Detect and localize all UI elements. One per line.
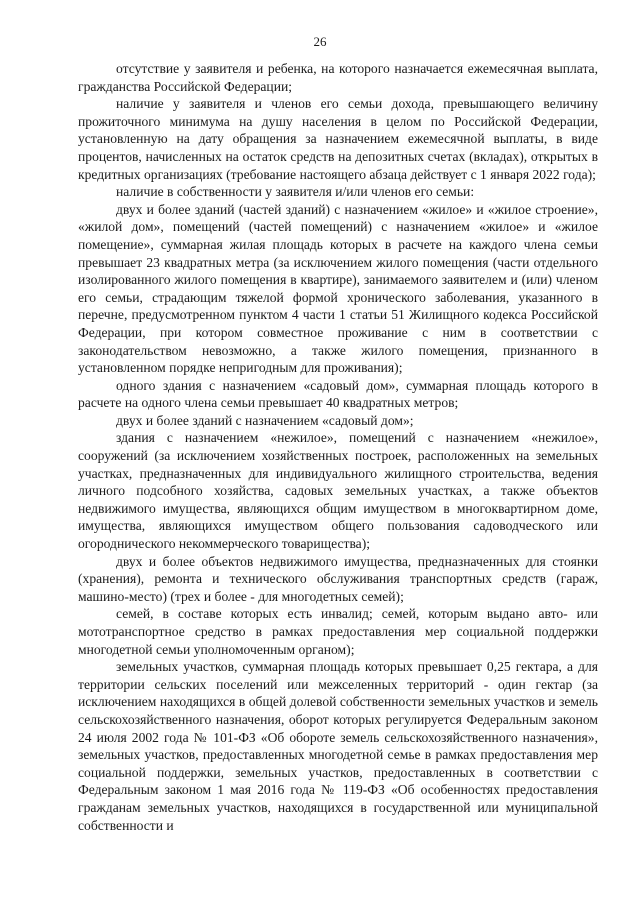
- paragraph: земельных участков, суммарная площадь которых превышает 0,25 гектара, а для территории сельских поселений или межселенных территорий - один гектар (за исключением находящихся в общей долевой собственности земельных участков и земель сельскохозяйственного назначения, оборот которых регулируется Федеральным законом 24 июля 2002 года № 101-ФЗ «Об обороте земель сельскохозяйственного назначения», земельных участков, предоставленных многодетной семье в рамках предоставления мер социальной поддержки, земельных участков, предоставленных в соответствии с Федеральным законом 1 мая 2016 года № 119-ФЗ «Об особенностях предоставления гражданам земельных участков, находящихся в государственной или муниципальной собственности и: [78, 659, 598, 833]
- paragraph: двух и более объектов недвижимого имущества, предназначенных для стоянки (хранения), ремонта и технического обслуживания транспортных средств (гараж, машино-место) (трех и более - для многодетных семей);: [78, 553, 598, 604]
- paragraph: наличие у заявителя и членов его семьи дохода, превышающего величину прожиточного минимума на душу населения в целом по Российской Федерации, установленную на дату обращения за назначением ежемесячной выплаты, в виде процентов, начисленных на остаток средств на депозитных счетах (вкладах), открытых в кредитных организациях (требование настоящего абзаца действует с 1 января 2022 года);: [78, 96, 598, 182]
- paragraph: одного здания с назначением «садовый дом», суммарная площадь которого в расчете на одного члена семьи превышает 40 квадратных метров;: [78, 377, 598, 411]
- page-number: 26: [313, 34, 327, 49]
- paragraph: двух и более зданий (частей зданий) с назначением «жилое» и «жилое строение», «жилой дом», помещений (частей помещений) с назначением «жилое» и «жилое помещение», суммарная жилая площадь которых в расчете на каждого члена семьи превышает 23 квадратных метра (за исключением жилого помещения (части отдельного изолированного жилого помещения в квартире), занимаемого заявителем и (или) членом его семьи, страдающим тяжелой формой хронического заболевания, указанного в перечне, предусмотренном пунктом 4 части 1 статьи 51 Жилищного кодекса Российской Федерации, при котором совместное проживание с ним в соответствии с законодательством невозможно, а также жилого помещения, признанного в установленном порядке непригодным для проживания);: [78, 201, 598, 376]
- paragraph: отсутствие у заявителя и ребенка, на которого назначается ежемесячная выплата, гражданства Российской Федерации;: [78, 61, 598, 94]
- document-body: [78, 60, 598, 834]
- paragraph: семей, в составе которых есть инвалид; семей, которым выдано авто- или мототранспортное средство в рамках предоставления мер социальной поддержки многодетной семьи уполномоченным органом);: [78, 606, 598, 657]
- paragraph: наличие в собственности у заявителя и/или членов его семьи:: [116, 184, 475, 200]
- paragraph: здания с назначением «нежилое», помещений с назначением «нежилое», сооружений (за исключением хозяйственных построек, расположенных на земельных участках, предназначенных для индивидуального жилищного строительства, ведения личного подсобного хозяйства, садовых земельных участках, а также объектов недвижимого имущества, являющихся общим имуществом в многоквартирном доме, имущества, являющихся имуществом общего пользования садоводческого или огороднического некоммерческого товарищества);: [78, 430, 598, 552]
- paragraph: двух и более зданий с назначением «садовый дом»;: [116, 412, 414, 428]
